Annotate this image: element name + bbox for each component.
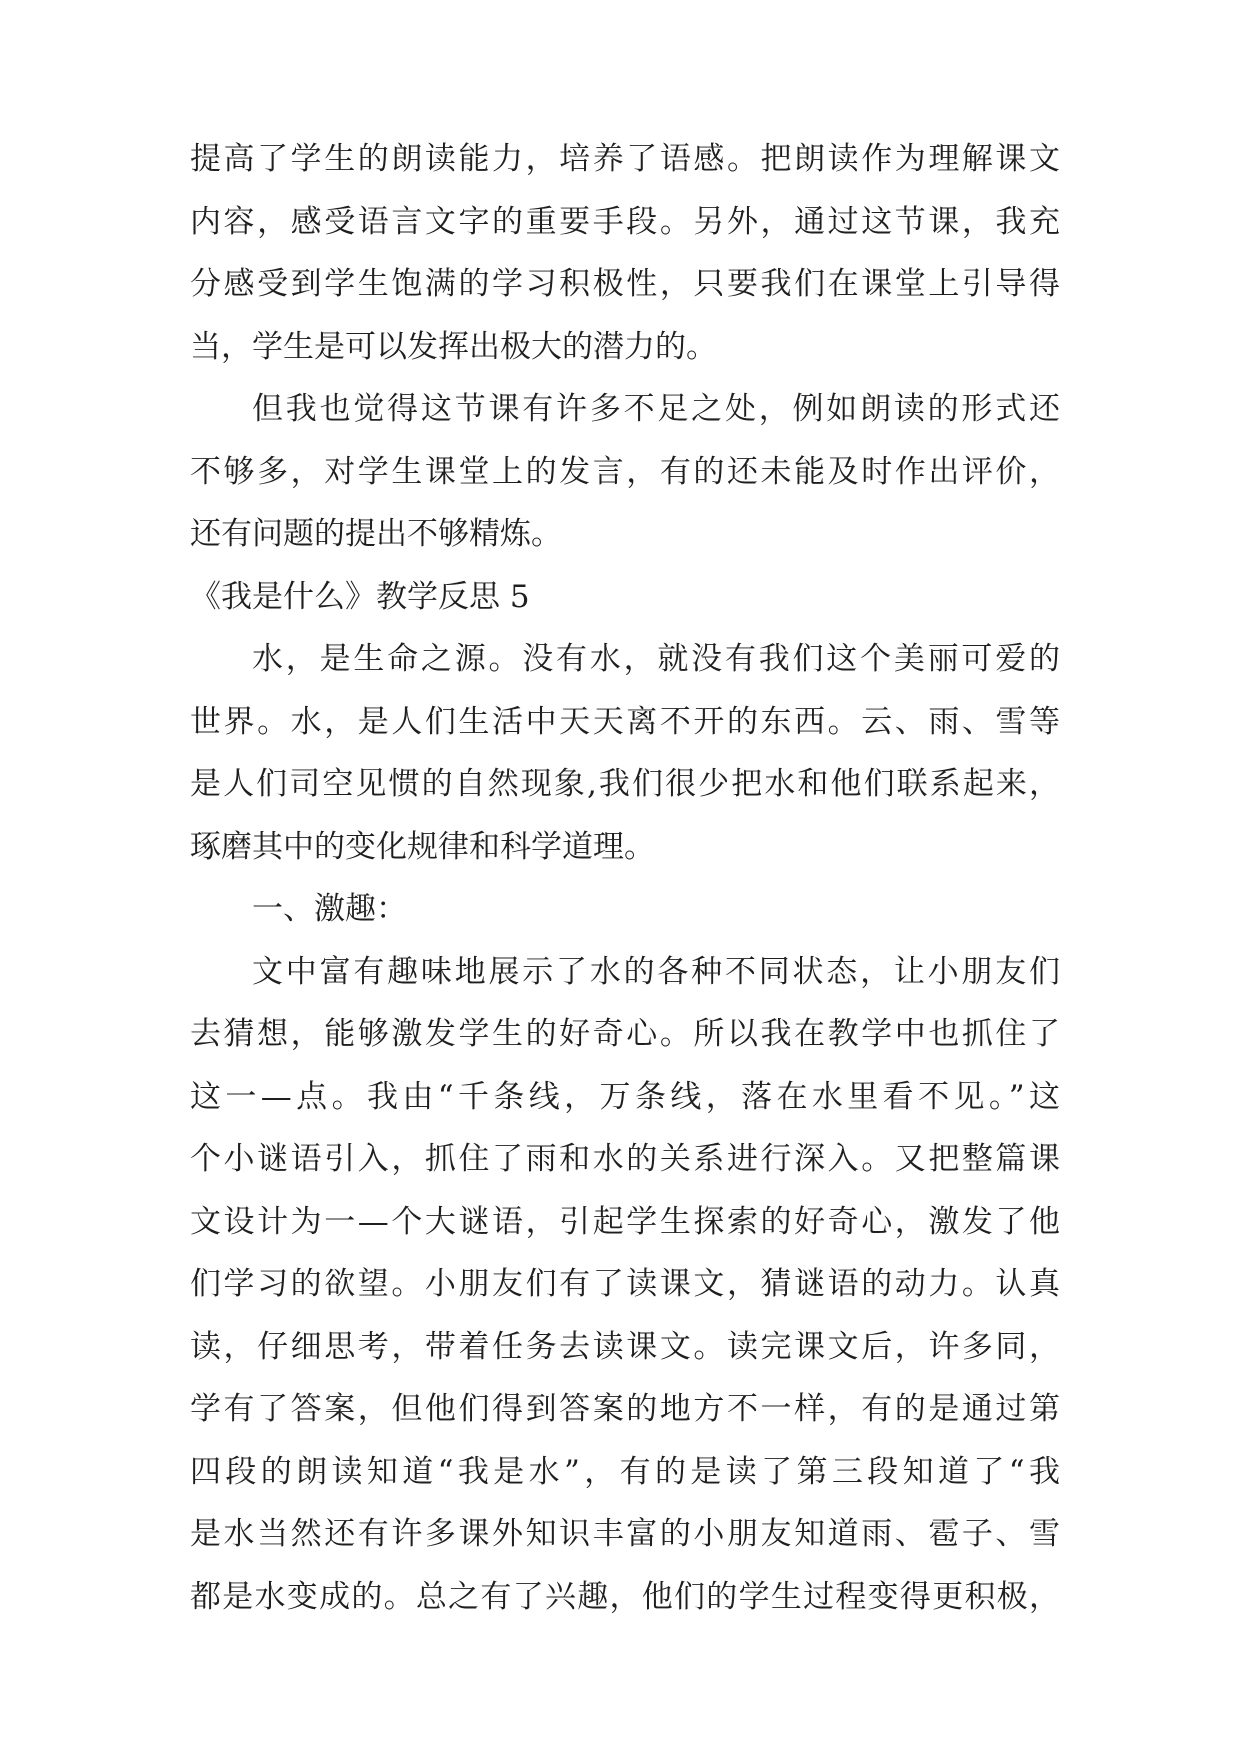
text-line: 学有了答案，但他们得到答案的地方不一样，有的是通过第 [190,1391,1060,1427]
text-line: 都是水变成的。总之有了兴趣，他们的学生过程变得更积极， [190,1578,1060,1615]
text-line: 是水当然还有许多课外知识丰富的小朋友知道雨、雹子、雪 [190,1516,1060,1552]
text-line: 文设计为一—个大谜语，引起学生探索的好奇心，激发了他 [190,1203,1060,1240]
document-body [190,128,1060,1628]
text-line: 世界。水，是人们生活中天天离不开的东西。云、雨、雪等 [190,703,1060,740]
text-line: 当，学生是可以发挥出极大的潜力的。 [190,328,717,365]
section-title: 《我是什么》教学反思 5 [190,578,530,615]
text-line: 分感受到学生饱满的学习积极性，只要我们在课堂上引导得 [190,266,1060,302]
text-line: 水，是生命之源。没有水，就没有我们这个美丽可爱的 [252,641,1060,677]
text-line: 提高了学生的朗读能力，培养了语感。把朗读作为理解课文 [190,141,1060,177]
text-line: 去猜想，能够激发学生的好奇心。所以我在教学中也抓住了 [190,1016,1060,1052]
text-line: 不够多，对学生课堂上的发言，有的还未能及时作出评价， [190,453,1060,490]
text-line: 但我也觉得这节课有许多不足之处，例如朗读的形式还 [252,391,1060,427]
paragraph-3 [190,628,1060,878]
text-line: 还有问题的提出不够精炼。 [190,516,562,552]
text-line: 文中富有趣味地展示了水的各种不同状态，让小朋友们 [252,953,1060,990]
text-line: 读，仔细思考，带着任务去读课文。读完课文后，许多同， [190,1328,1060,1365]
text-line: 个小谜语引入，抓住了雨和水的关系进行深入。又把整篇课 [190,1141,1060,1177]
text-line: 四段的朗读知道“我是水”，有的是读了第三段知道了“我 [190,1453,1060,1490]
paragraph-1 [190,128,1060,378]
subheading: 一、激趣： [252,891,407,927]
text-line: 内容，感受语言文字的重要手段。另外，通过这节课，我充 [190,203,1060,240]
paragraph-4 [190,941,1060,1629]
text-line: 是人们司空见惯的自然现象,我们很少把水和他们联系起来， [190,766,1060,802]
text-line: 这一—点。我由“千条线，万条线，落在水里看不见。”这 [190,1078,1060,1115]
text-line: 们学习的欲望。小朋友们有了读课文，猜谜语的动力。认真 [190,1266,1060,1302]
text-line: 琢磨其中的变化规律和科学道理。 [190,828,655,865]
paragraph-2 [190,378,1060,566]
